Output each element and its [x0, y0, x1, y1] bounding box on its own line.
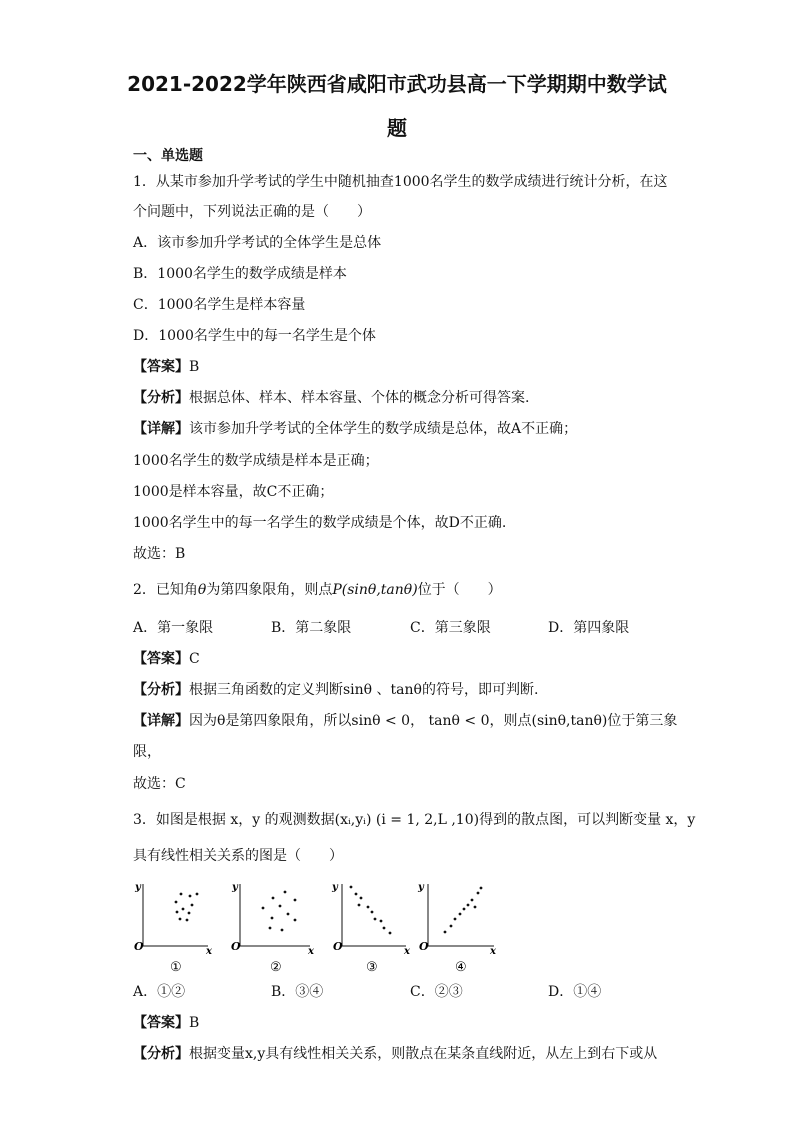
origin-label: O: [419, 940, 429, 953]
answer-value: B: [189, 1015, 200, 1031]
detail-text: 该市参加升学考试的全体学生的数学成绩是总体，故A不正确；: [189, 421, 578, 437]
q3-stem-line2: 具有线性相关关系的图是（ ）: [133, 848, 343, 864]
q1-stem-line2: 个问题中，下列说法正确的是（ ）: [133, 204, 371, 220]
q1-detail-line4: 1000名学生中的每一名学生的数学成绩是个体，故D不正确.: [133, 515, 507, 531]
analysis-text: 根据三角函数的定义判断sinθ 、tanθ的符号，即可判断.: [189, 682, 539, 698]
q1-detail: [133, 419, 577, 439]
answer-tag: 【答案】: [133, 359, 189, 375]
plot-label-2: ②: [270, 960, 282, 975]
q2-option-c: C．第三象限: [410, 620, 491, 636]
q3-analysis: [133, 1044, 657, 1064]
y-axis-label: y: [135, 882, 141, 893]
q2-option-a: A．第一象限: [133, 620, 214, 636]
q3-option-d: D．①④: [548, 984, 602, 1000]
x-axis-label: x: [404, 946, 410, 957]
detail-tag: 【详解】: [133, 713, 189, 729]
q3-option-a: A．①②: [133, 984, 186, 1000]
analysis-text: 根据总体、样本、样本容量、个体的概念分析可得答案.: [189, 390, 530, 406]
q3-stem-line1: 3．如图是根据 x，y 的观测数据(xᵢ,yᵢ) (i = 1, 2,L ,10)得到的散点图，可以判断变量 x，y: [133, 812, 696, 828]
x-axis-label: x: [206, 946, 212, 957]
q1-option-b: B．1000名学生的数学成绩是样本: [133, 266, 347, 282]
x-axis-label: x: [490, 946, 496, 957]
q2-analysis: [133, 680, 538, 700]
q2-option-b: B．第二象限: [271, 620, 352, 636]
q2-stem-part-a: 2．已知角: [133, 582, 198, 598]
point-expression: P(sinθ,tanθ): [332, 582, 418, 598]
analysis-text: 根据变量x,y具有线性相关关系，则散点在某条直线附近，从左上到右下或从: [189, 1046, 658, 1062]
q2-detail-line2: 限，: [133, 744, 161, 760]
q1-option-a: A．该市参加升学考试的全体学生是总体: [133, 235, 382, 251]
q2-stem-part-b: 为第四象限角，则点: [206, 582, 333, 598]
data-points: [350, 886, 392, 935]
answer-value: C: [189, 651, 200, 667]
data-points: [175, 893, 199, 922]
data-points: [444, 887, 483, 934]
answer-value: B: [189, 359, 200, 375]
q1-detail-line2: 1000名学生的数学成绩是样本是正确；: [133, 453, 379, 469]
y-axis-label: y: [332, 882, 338, 893]
detail-text: 因为θ是第四象限角，所以sinθ < 0， tanθ < 0，则点(sinθ,tanθ)位于第三象: [189, 713, 678, 729]
q1-analysis: [133, 388, 529, 408]
scatter-plot-3: [331, 882, 411, 975]
analysis-tag: 【分析】: [133, 682, 189, 698]
plot-label-4: ④: [455, 960, 467, 975]
y-axis-label: y: [232, 882, 238, 893]
q2-option-d: D．第四象限: [548, 620, 630, 636]
section-heading: 一、单选题: [133, 148, 203, 164]
scatter-plot-1: [134, 882, 213, 975]
q1-option-d: D．1000名学生中的每一名学生是个体: [133, 328, 376, 344]
x-axis-label: x: [308, 946, 314, 957]
q2-detail: [133, 711, 677, 731]
origin-label: O: [333, 940, 343, 953]
plot-label-3: ③: [366, 960, 378, 975]
y-axis-label: y: [418, 882, 424, 893]
q1-option-c: C．1000名学生是样本容量: [133, 297, 306, 313]
scatter-plot-4: [417, 882, 497, 975]
document-title-line1: 2021-2022学年陕西省咸阳市武功县高一下学期期中数学试: [127, 72, 667, 96]
q3-option-c: C．②③: [410, 984, 463, 1000]
q1-detail-line3: 1000是样本容量，故C不正确；: [133, 484, 334, 500]
q1-answer: [133, 357, 199, 377]
scatter-plots-figure: [130, 876, 510, 976]
analysis-tag: 【分析】: [133, 1046, 189, 1062]
theta-symbol: θ: [197, 582, 207, 598]
analysis-tag: 【分析】: [133, 390, 189, 406]
q1-stem-line1: 1．从某市参加升学考试的学生中随机抽查1000名学生的数学成绩进行统计分析，在这: [133, 174, 668, 190]
q2-choice: 故选：C: [133, 776, 186, 792]
q3-option-b: B．③④: [271, 984, 324, 1000]
answer-tag: 【答案】: [133, 1015, 189, 1031]
q2-answer: [133, 649, 200, 669]
q2-stem: [133, 580, 502, 600]
detail-tag: 【详解】: [133, 421, 189, 437]
answer-tag: 【答案】: [133, 651, 189, 667]
document-title-line2: 题: [387, 116, 407, 140]
origin-label: O: [134, 940, 144, 953]
plot-label-1: ①: [170, 960, 182, 975]
q2-stem-part-c: 位于（ ）: [417, 582, 502, 598]
scatter-plot-2: [231, 882, 315, 975]
origin-label: O: [231, 940, 241, 953]
data-points: [262, 891, 297, 932]
q1-choice: 故选：B: [133, 546, 186, 562]
q3-answer: [133, 1013, 199, 1033]
